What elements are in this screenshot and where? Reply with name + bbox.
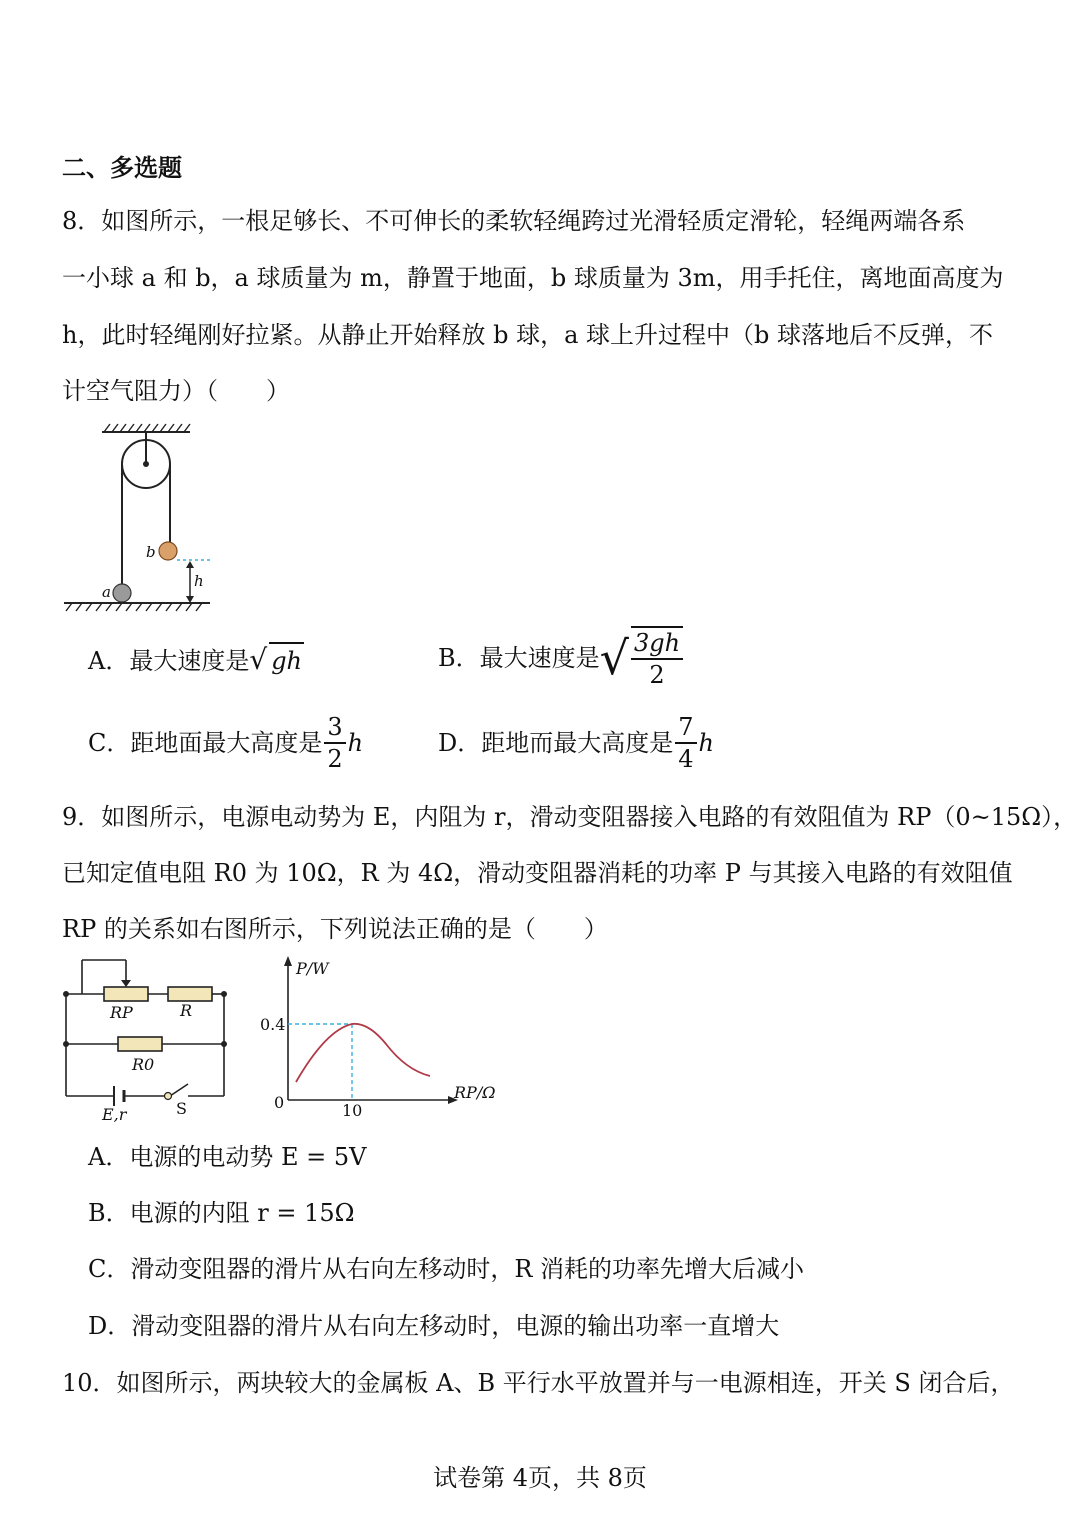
label-r: R <box>180 1001 193 1020</box>
q8-option-c-den: 2 <box>327 745 343 773</box>
q8-option-a-radicand: gh <box>269 642 304 678</box>
q8-line-4: 计空气阻力）（ ） <box>62 377 290 405</box>
q8-option-a-text: A．最大速度是 <box>88 647 250 675</box>
q8-option-b-num: 3gh <box>631 628 683 660</box>
q9-line-2: 已知定值电阻 R0 为 10Ω，R 为 4Ω，滑动变阻器消耗的功率 P 与其接入电路的有效阻值 <box>62 859 1013 887</box>
label-switch: S <box>176 1099 187 1118</box>
page-footer: 试卷第 4页，共 8页 <box>433 1464 647 1492</box>
q9-line-3: RP 的关系如右图所示，下列说法正确的是（ ） <box>62 915 608 943</box>
q8-option-d-suffix: h <box>698 729 714 757</box>
q9-option-d[interactable]: D．滑动变阻器的滑片从右向左移动时，电源的输出功率一直增大 <box>88 1312 780 1340</box>
label-r0: R0 <box>132 1055 155 1074</box>
q8-option-a[interactable] <box>88 642 304 678</box>
q9-option-a[interactable]: A．电源的电动势 E = 5V <box>88 1143 367 1171</box>
q8-option-c-suffix: h <box>347 729 364 757</box>
q8-option-b-den: 2 <box>649 661 665 689</box>
ball-a <box>113 584 131 602</box>
graph-origin: 0 <box>274 1093 285 1112</box>
q9-option-b[interactable]: B．电源的内阻 r = 15Ω <box>88 1199 355 1227</box>
label-a: a <box>102 583 111 601</box>
q8-line-3: h，此时轻绳刚好拉紧。从静止开始释放 b 球，a 球上升过程中（b 球落地后不反弹，不 <box>62 321 994 349</box>
label-rp: RP <box>110 1003 133 1022</box>
section-title: 二、多选题 <box>62 153 182 182</box>
q9-line-1: 9．如图所示，电源电动势为 E，内阻为 r，滑动变阻器接入电路的有效阻值为 RP（0~15Ω）， <box>62 803 1078 831</box>
graph-xlabel: RP/Ω <box>454 1083 496 1102</box>
power-curve <box>296 1024 430 1082</box>
q8-option-b-frac <box>631 626 683 690</box>
q8-line-1: 8．如图所示，一根足够长、不可伸长的柔软轻绳跨过光滑轻质定滑轮，轻绳两端各系 <box>62 207 966 235</box>
q8-option-b[interactable] <box>438 626 685 690</box>
ball-b <box>159 542 177 560</box>
graph-peak-x: 10 <box>342 1101 363 1120</box>
q9-circuit-figure <box>58 952 238 1128</box>
q8-pulley-figure <box>60 418 220 618</box>
q9-power-graph <box>256 952 506 1128</box>
q8-option-c[interactable] <box>88 712 363 774</box>
graph-ylabel: P/W <box>296 959 329 978</box>
q8-line-2: 一小球 a 和 b，a 球质量为 m，静置于地面，b 球质量为 3m，用手托住，离地面高度为 <box>62 264 1004 292</box>
sqrt-icon: √ <box>599 631 629 685</box>
q8-option-c-num: 3 <box>324 712 345 744</box>
graph-peak-value: 0.4 <box>260 1015 286 1034</box>
q8-option-d-den: 4 <box>678 745 694 773</box>
q8-option-d-frac <box>675 712 696 774</box>
q8-option-c-frac <box>324 712 345 774</box>
q8-option-d[interactable] <box>438 712 714 774</box>
q9-option-c[interactable]: C．滑动变阻器的滑片从右向左移动时，R 消耗的功率先增大后减小 <box>88 1255 805 1283</box>
label-h: h <box>194 572 204 590</box>
label-b: b <box>146 543 156 561</box>
q8-option-b-text: B．最大速度是 <box>438 644 600 672</box>
sqrt-icon: √ <box>249 643 268 676</box>
q10-line-1: 10．如图所示，两块较大的金属板 A、B 平行水平放置并与一电源相连，开关 S 闭合后， <box>62 1369 1015 1397</box>
q8-option-c-text: C．距地面最大高度是 <box>88 729 323 757</box>
label-source: E,r <box>102 1105 127 1124</box>
q8-option-d-text: D．距地而最大高度是 <box>438 729 674 757</box>
q8-option-d-num: 7 <box>675 712 696 744</box>
